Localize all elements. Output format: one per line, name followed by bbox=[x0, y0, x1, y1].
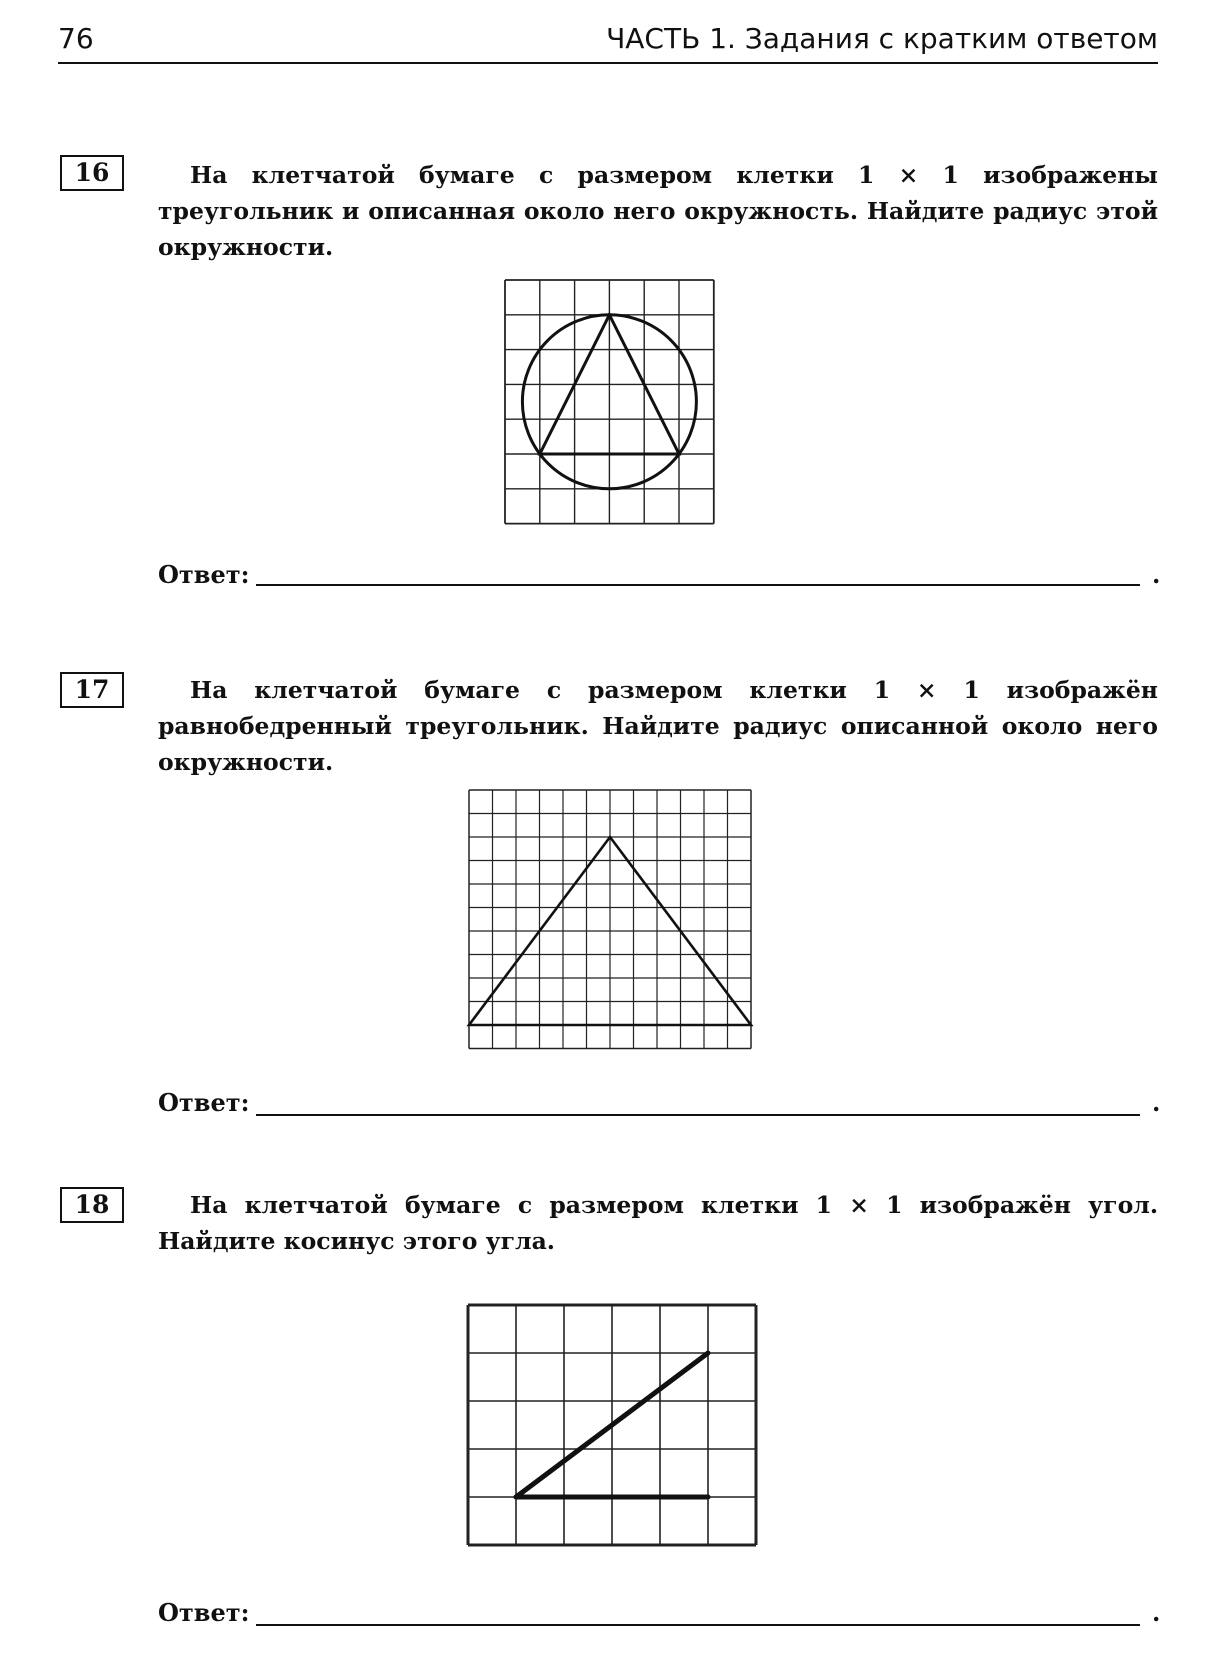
answer-field-18[interactable] bbox=[256, 1624, 1140, 1626]
grid-angle-diagram bbox=[466, 1303, 758, 1545]
answer-label: Ответ: bbox=[158, 1088, 250, 1117]
header-divider bbox=[58, 62, 1158, 64]
answer-field-16[interactable] bbox=[256, 584, 1140, 586]
task-number: 16 bbox=[60, 155, 124, 191]
answer-label: Ответ: bbox=[158, 1598, 250, 1627]
answer-end-dot: . bbox=[1152, 1598, 1161, 1627]
grid-triangle-diagram bbox=[467, 788, 753, 1052]
task-number: 18 bbox=[60, 1187, 124, 1223]
grid-triangle-circle-diagram bbox=[503, 278, 715, 525]
page-header-title: ЧАСТЬ 1. Задания с кратким ответом bbox=[606, 22, 1158, 55]
page-number: 76 bbox=[58, 22, 94, 55]
task-text: На клетчатой бумаге с размером клетки 1 × 1 изображён равнобедренный треугольник. Найдите радиус описанной около него окружности. bbox=[158, 676, 1158, 776]
answer-field-17[interactable] bbox=[256, 1114, 1140, 1116]
answer-label: Ответ: bbox=[158, 560, 250, 589]
task-18-figure bbox=[466, 1303, 758, 1545]
task-16-figure bbox=[503, 278, 715, 525]
task-text: На клетчатой бумаге с размером клетки 1 × 1 изображён угол. Найдите косинус этого угла. bbox=[158, 1191, 1158, 1255]
task-number: 17 bbox=[60, 672, 124, 708]
answer-end-dot: . bbox=[1152, 560, 1161, 589]
task-text: На клетчатой бумаге с размером клетки 1 × 1 изображены треугольник и описанная около него окружность. Найдите радиус этой окружности. bbox=[158, 161, 1158, 261]
task-17-figure bbox=[467, 788, 753, 1052]
answer-end-dot: . bbox=[1152, 1088, 1161, 1117]
